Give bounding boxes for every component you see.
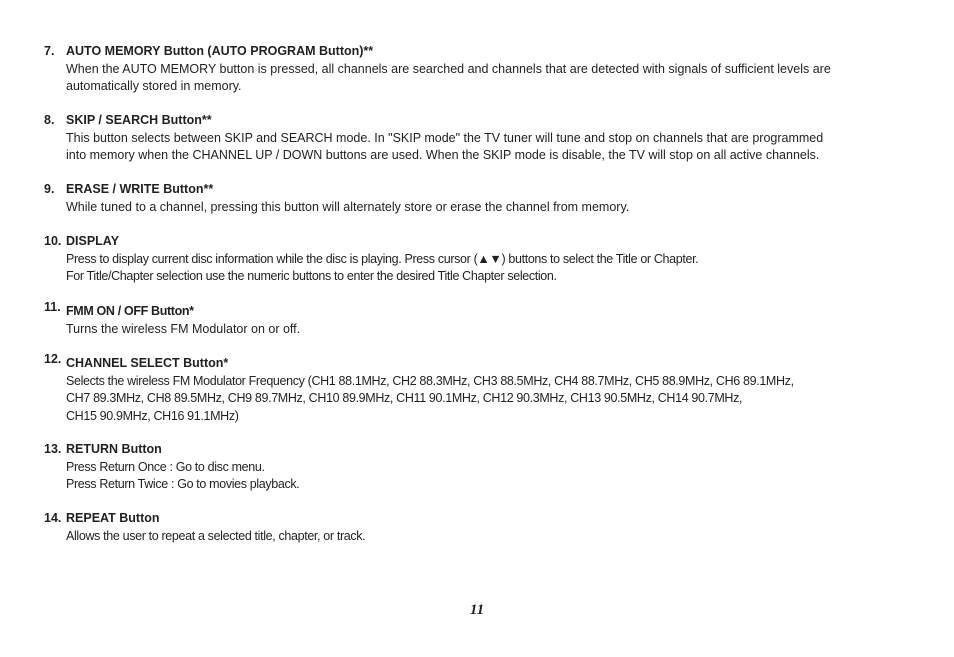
item-description (66, 251, 916, 286)
item-description (66, 199, 916, 217)
description-line: Selects the wireless FM Modulator Frequency (CH1 88.1MHz, CH2 88.3MHz, CH3 88.5MHz, CH4 88.7MHz, CH5 88.9MHz, CH6 89.1MHz, (66, 373, 794, 388)
item-number: 12. (44, 352, 62, 366)
item-number: 10. (44, 234, 62, 248)
description-line: This button selects between SKIP and SEARCH mode. In "SKIP mode" the TV tuner will tune and stop on channels that are programmed (66, 130, 824, 145)
item-description (66, 528, 916, 546)
description-line: automatically stored in memory. (66, 79, 242, 93)
description-line: When the AUTO MEMORY button is pressed, all channels are searched and channels that are detected with signals of sufficient levels are (66, 61, 831, 76)
description-line: While tuned to a channel, pressing this button will alternately store or erase the channel from memory. (66, 199, 630, 214)
item-description (66, 459, 916, 494)
description-line: CH15 90.9MHz, CH16 91.1MHz) (66, 408, 239, 423)
item-title: FMM ON / OFF Button* (66, 304, 194, 318)
description-line: Press to display current disc information while the disc is playing. Press cursor (▲▼) buttons to select the Title or Chapter. (66, 251, 699, 266)
item-description (66, 61, 916, 96)
item-title: ERASE / WRITE Button** (66, 182, 214, 196)
item-number: 11. (44, 300, 61, 314)
description-line: Turns the wireless FM Modulator on or off. (66, 321, 301, 336)
item-title: REPEAT Button (66, 511, 160, 525)
item-title: SKIP / SEARCH Button** (66, 113, 212, 127)
description-line: Press Return Twice : Go to movies playback. (66, 477, 300, 491)
description-line: Allows the user to repeat a selected title, chapter, or track. (66, 528, 366, 543)
page-number: 11 (469, 602, 485, 618)
item-title: CHANNEL SELECT Button* (66, 356, 229, 370)
item-number: 13. (44, 442, 62, 456)
item-number: 7. (44, 44, 55, 58)
item-number: 8. (44, 113, 55, 127)
description-line: into memory when the CHANNEL UP / DOWN buttons are used. When the SKIP mode is disable, the TV will stop on all active channels. (66, 148, 820, 162)
item-title: RETURN Button (66, 442, 162, 456)
item-title: DISPLAY (66, 234, 120, 248)
item-description (66, 373, 916, 426)
description-line: Press Return Once : Go to disc menu. (66, 459, 265, 474)
item-number: 9. (44, 182, 55, 196)
item-description (66, 321, 916, 339)
description-line: For Title/Chapter selection use the numeric buttons to enter the desired Title Chapter selection. (66, 269, 557, 283)
item-number: 14. (44, 511, 62, 525)
description-line: CH7 89.3MHz, CH8 89.5MHz, CH9 89.7MHz, CH10 89.9MHz, CH11 90.1MHz, CH12 90.3MHz, CH13 90.5MHz, CH14 90.7MHz, (66, 391, 743, 405)
item-description (66, 130, 916, 165)
item-title: AUTO MEMORY Button (AUTO PROGRAM Button)** (66, 44, 374, 58)
